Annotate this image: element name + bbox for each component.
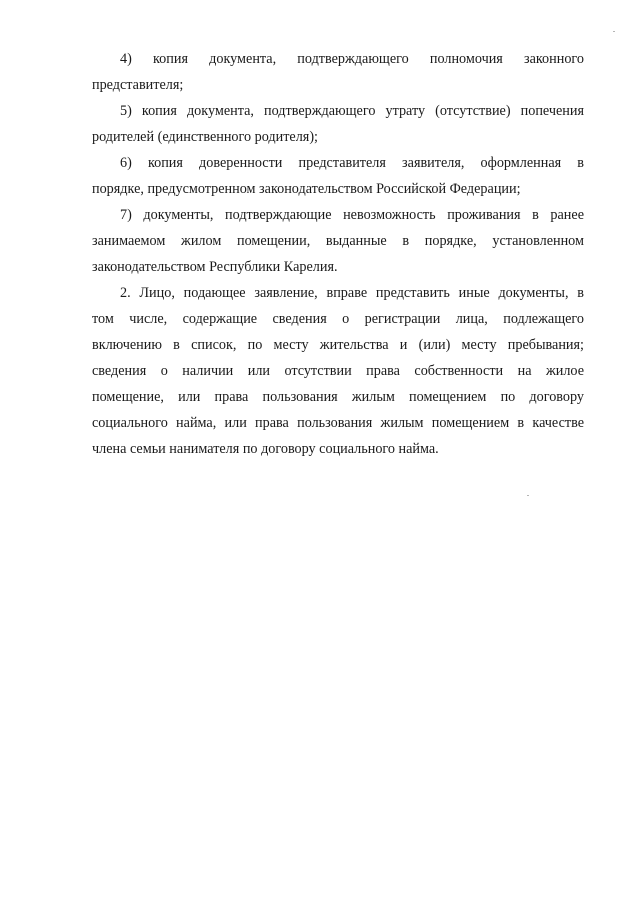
clause-2-line-7: члена семьи нанимателя по договору социального найма. xyxy=(92,441,439,457)
item-5-line-1: 5) копия документа, подтверждающего утрату (отсутствие) попечения xyxy=(120,103,584,119)
clause-2-line-1: 2. Лицо, подающее заявление, вправе представить иные документы, в xyxy=(120,285,584,301)
scan-speck xyxy=(613,31,615,32)
item-5-line-2: родителей (единственного родителя); xyxy=(92,129,318,145)
item-7-line-3: законодательством Республики Карелия. xyxy=(92,259,338,275)
clause-2-line-5: помещение, или права пользования жилым помещением по договору xyxy=(92,389,584,405)
item-7-line-1: 7) документы, подтверждающие невозможность проживания в ранее xyxy=(120,207,584,223)
clause-2-line-6: социального найма, или права пользования жилым помещением в качестве xyxy=(92,415,584,431)
document-body xyxy=(92,46,584,462)
scan-speck xyxy=(527,495,529,496)
item-4-line-2: представителя; xyxy=(92,77,184,93)
clause-2-line-2: том числе, содержащие сведения о регистрации лица, подлежащего xyxy=(92,311,584,327)
item-4-line-1: 4) копия документа, подтверждающего полномочия законного xyxy=(120,51,584,67)
item-7-line-2: занимаемом жилом помещении, выданные в порядке, установленном xyxy=(92,233,584,249)
item-6-line-1: 6) копия доверенности представителя заявителя, оформленная в xyxy=(120,155,584,171)
clause-2-line-3: включению в список, по месту жительства и (или) месту пребывания; xyxy=(92,337,584,353)
clause-2-line-4: сведения о наличии или отсутствии права собственности на жилое xyxy=(92,363,584,379)
item-6-line-2: порядке, предусмотренном законодательством Российской Федерации; xyxy=(92,181,521,197)
